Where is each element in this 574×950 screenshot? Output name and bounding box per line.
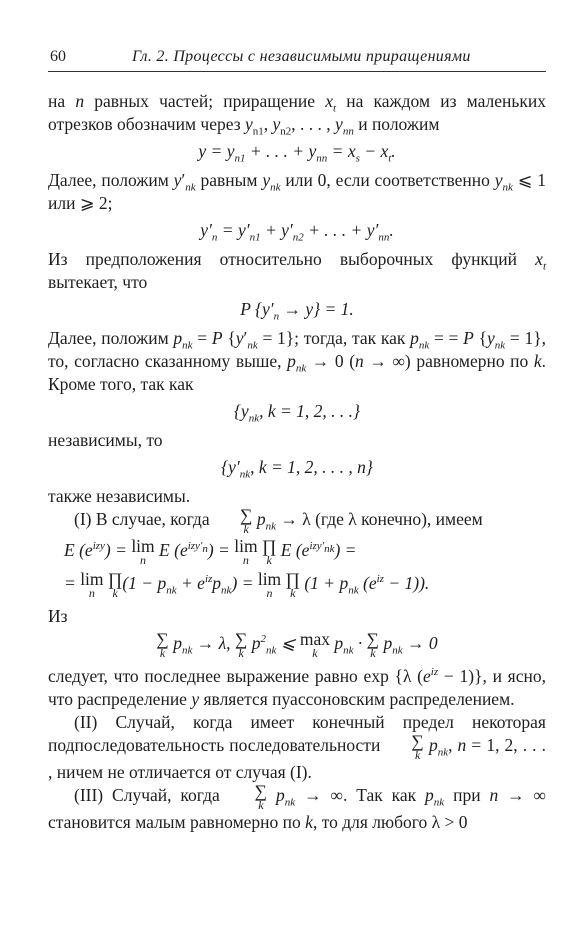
formula-sum-y: $y = y_{n1}$ + . . . + $y_{nn} = x_s - x_t$. xyxy=(198,141,396,165)
paragraph-4: Далее, положим $p_{nk} = P$ $\{y'_{nk} = 1\}$; тогда, так как $p_{nk}$ = = P $\{y_{nk} = 1\}$, то, согласно сказанному выше, $p_{nk} \to 0$ (n → ∞) равномерно по k. Кроме того, так как xyxy=(48,328,547,394)
formula-set-y-prime: {$y'_{nk}$, k = 1, 2, . . . , n} xyxy=(221,457,373,481)
paragraph-2: Далее, положим $y'_{nk}$ равным $y_{nk}$ или 0, если соответственно $y_{nk}$ ⩽ 1 или ⩾ 2; xyxy=(48,170,546,213)
paragraph-1: на n равных частей; приращение $x_t$ на каждом из маленьких отрезков обозначим через $y_{n1}$, $y_{n2}$, . . . , $y_{nn}$ и положим xyxy=(48,91,547,138)
paragraph-case-2: (II) Случай, когда имеет конечный предел некоторая подпоследовательность последовательности ∑ k $p_{nk}$, n = 1, 2, . . . , ничем не отличается от случая (I). xyxy=(48,712,547,782)
book-page xyxy=(48,40,547,832)
paragraph-5b: также независимы. xyxy=(48,486,191,506)
paragraph-5a: независимы, то xyxy=(48,430,163,450)
paragraph-case-3: (III) Случай, когда ∑ k $p_{nk}$ → ∞. Так как $p_{nk}$ при n → ∞ становится малым равномерно по k, то для любого λ > 0 xyxy=(48,781,546,832)
page-body xyxy=(48,90,546,834)
header-rule xyxy=(48,71,546,72)
formula-product-limit: = lim n ∏ k $(1 - p_{nk} + e^{iz}p_{nk}) = \lim$ n ∏ k ($1 + p_{nk}$ $(e^{iz} - 1)$). xyxy=(64,569,430,600)
formula-sums: ∑ k $p_{nk} \to \lambda$, ∑ k $p^2_{nk}$ ⩽ max k $p_{nk}$ · ∑ k $p_{nk} \to 0$ xyxy=(156,629,438,660)
page-header xyxy=(48,40,546,64)
formula-expectation: E $(e^{izy}) = \lim$ n E $(e^{izy'_n}) = \lim$ n ∏ k E $(e^{izy'_{nk}})$ = xyxy=(64,536,357,567)
page-number: 60 xyxy=(50,48,66,65)
paragraph-case-1: (I) В случае, когда ∑ k $p_{nk} \to \lambda$ (где λ конечно), имеем xyxy=(74,505,483,536)
paragraph-3: Из предположения относительно выборочных функций $x_t$ вытекает, что xyxy=(48,249,546,292)
paragraph-from: Из xyxy=(48,606,68,626)
formula-set-y: {$y_{nk}$, k = 1, 2, . . .} xyxy=(233,401,361,425)
formula-y-prime: $y'_n = y'_{n1} + y'_{n2}$ + . . . + $y'_{nn}$. xyxy=(200,220,394,244)
formula-probability: P $\{y'_n \to y\} = 1$. xyxy=(240,299,354,323)
paragraph-conclusion: следует, что последнее выражение равно exp {λ $(e^{iz} - 1)$}, и ясно, что распределение y является пуассоновским распределением. xyxy=(48,666,546,709)
running-title: Гл. 2. Процессы с независимыми приращениями xyxy=(132,48,471,65)
